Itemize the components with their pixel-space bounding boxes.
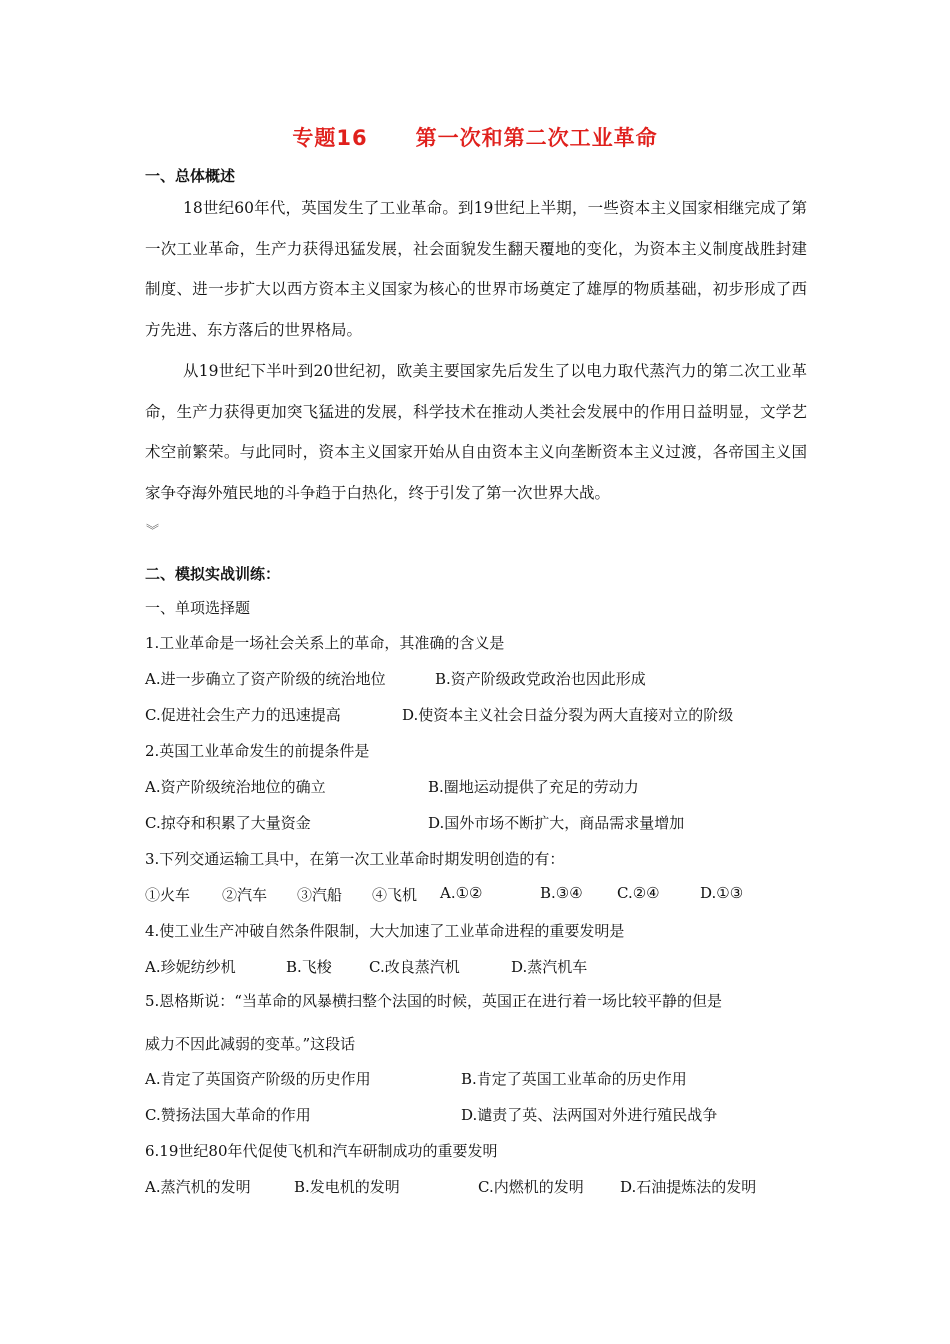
question-stem: 2.英国工业革命发生的前提条件是	[145, 742, 370, 760]
question-option: B.飞梭	[286, 958, 332, 976]
question-option: D.①③	[700, 884, 744, 902]
overview-paragraph-2: 从19世纪下半叶到20世纪初，欧美主要国家先后发生了以电力取代蒸汽力的第二次工业革命，生产力获得更加突飞猛进的发展，科学技术在推动人类社会发展中的作用日益明显，文学艺术空前繁荣。与此同时，资本主义国家开始从自由资本主义向垄断资本主义过渡，各帝国主义国家争夺海外殖民地的斗争趋于白热化，终于引发了第一次世界大战。	[145, 362, 807, 502]
question-stem: 4.使工业生产冲破自然条件限制，大大加速了工业革命进程的重要发明是	[145, 922, 625, 940]
question-option: B.发电机的发明	[294, 1178, 400, 1196]
section-heading-overview: 一、总体概述	[145, 167, 236, 185]
double-chevron-down-icon: ︾	[146, 524, 160, 539]
question-option: C.促进社会生产力的迅速提高	[145, 706, 341, 724]
question-stem: 6.19世纪80年代促使飞机和汽车研制成功的重要发明	[145, 1142, 498, 1160]
question-item: ②汽车	[222, 886, 268, 904]
overview-paragraph-1: 18世纪60年代，英国发生了工业革命。到19世纪上半期，一些资本主义国家相继完成了第一次工业革命，生产力获得迅猛发展，社会面貌发生翻天覆地的变化，为资本主义制度战胜封建制度、进一步扩大以西方资本主义国家为核心的世界市场奠定了雄厚的物质基础，初步形成了西方先进、东方落后的世界格局。	[145, 199, 807, 339]
question-option: D.国外市场不断扩大，商品需求量增加	[428, 814, 685, 832]
page-title	[0, 122, 950, 152]
subheading-single-choice: 一、单项选择题	[145, 599, 251, 617]
question-option: D.石油提炼法的发明	[620, 1178, 757, 1196]
question-option: C.②④	[617, 884, 660, 902]
question-option: A.肯定了英国资产阶级的历史作用	[145, 1070, 371, 1088]
question-stem: 1.工业革命是一场社会关系上的革命，其准确的含义是	[145, 634, 505, 652]
question-stem: 威力不因此减弱的变革。”这段话	[145, 1035, 356, 1053]
question-option: C.内燃机的发明	[478, 1178, 584, 1196]
question-option: B.肯定了英国工业革命的历史作用	[461, 1070, 687, 1088]
title-topic-name: 第一次和第二次工业革命	[415, 126, 658, 150]
section-heading-practice: 二、模拟实战训练：	[145, 565, 281, 583]
question-item: ③汽船	[297, 886, 343, 904]
question-item: ④飞机	[372, 886, 418, 904]
question-option: A.进一步确立了资产阶级的统治地位	[145, 670, 386, 688]
question-option: A.①②	[440, 884, 483, 902]
question-option: C.掠夺和积累了大量资金	[145, 814, 311, 832]
question-stem: 5.恩格斯说：“当革命的风暴横扫整个法国的时候，英国正在进行着一场比较平静的但是	[145, 992, 722, 1010]
question-option: C.改良蒸汽机	[369, 958, 460, 976]
question-option: C.赞扬法国大革命的作用	[145, 1106, 311, 1124]
question-option: B.③④	[540, 884, 583, 902]
question-option: D.使资本主义社会日益分裂为两大直接对立的阶级	[402, 706, 734, 724]
question-option: B.圈地运动提供了充足的劳动力	[428, 778, 639, 796]
question-option: D.谴责了英、法两国对外进行殖民战争	[461, 1106, 718, 1124]
question-item: ①火车	[145, 886, 191, 904]
question-option: A.资产阶级统治地位的确立	[145, 778, 326, 796]
question-option: A.珍妮纺纱机	[145, 958, 236, 976]
question-option: D.蒸汽机车	[511, 958, 588, 976]
question-option: B.资产阶级政党政治也因此形成	[435, 670, 646, 688]
question-option: A.蒸汽机的发明	[145, 1178, 251, 1196]
title-topic-number: 专题16	[292, 126, 368, 150]
question-stem: 3.下列交通运输工具中，在第一次工业革命时期发明创造的有：	[145, 850, 565, 868]
